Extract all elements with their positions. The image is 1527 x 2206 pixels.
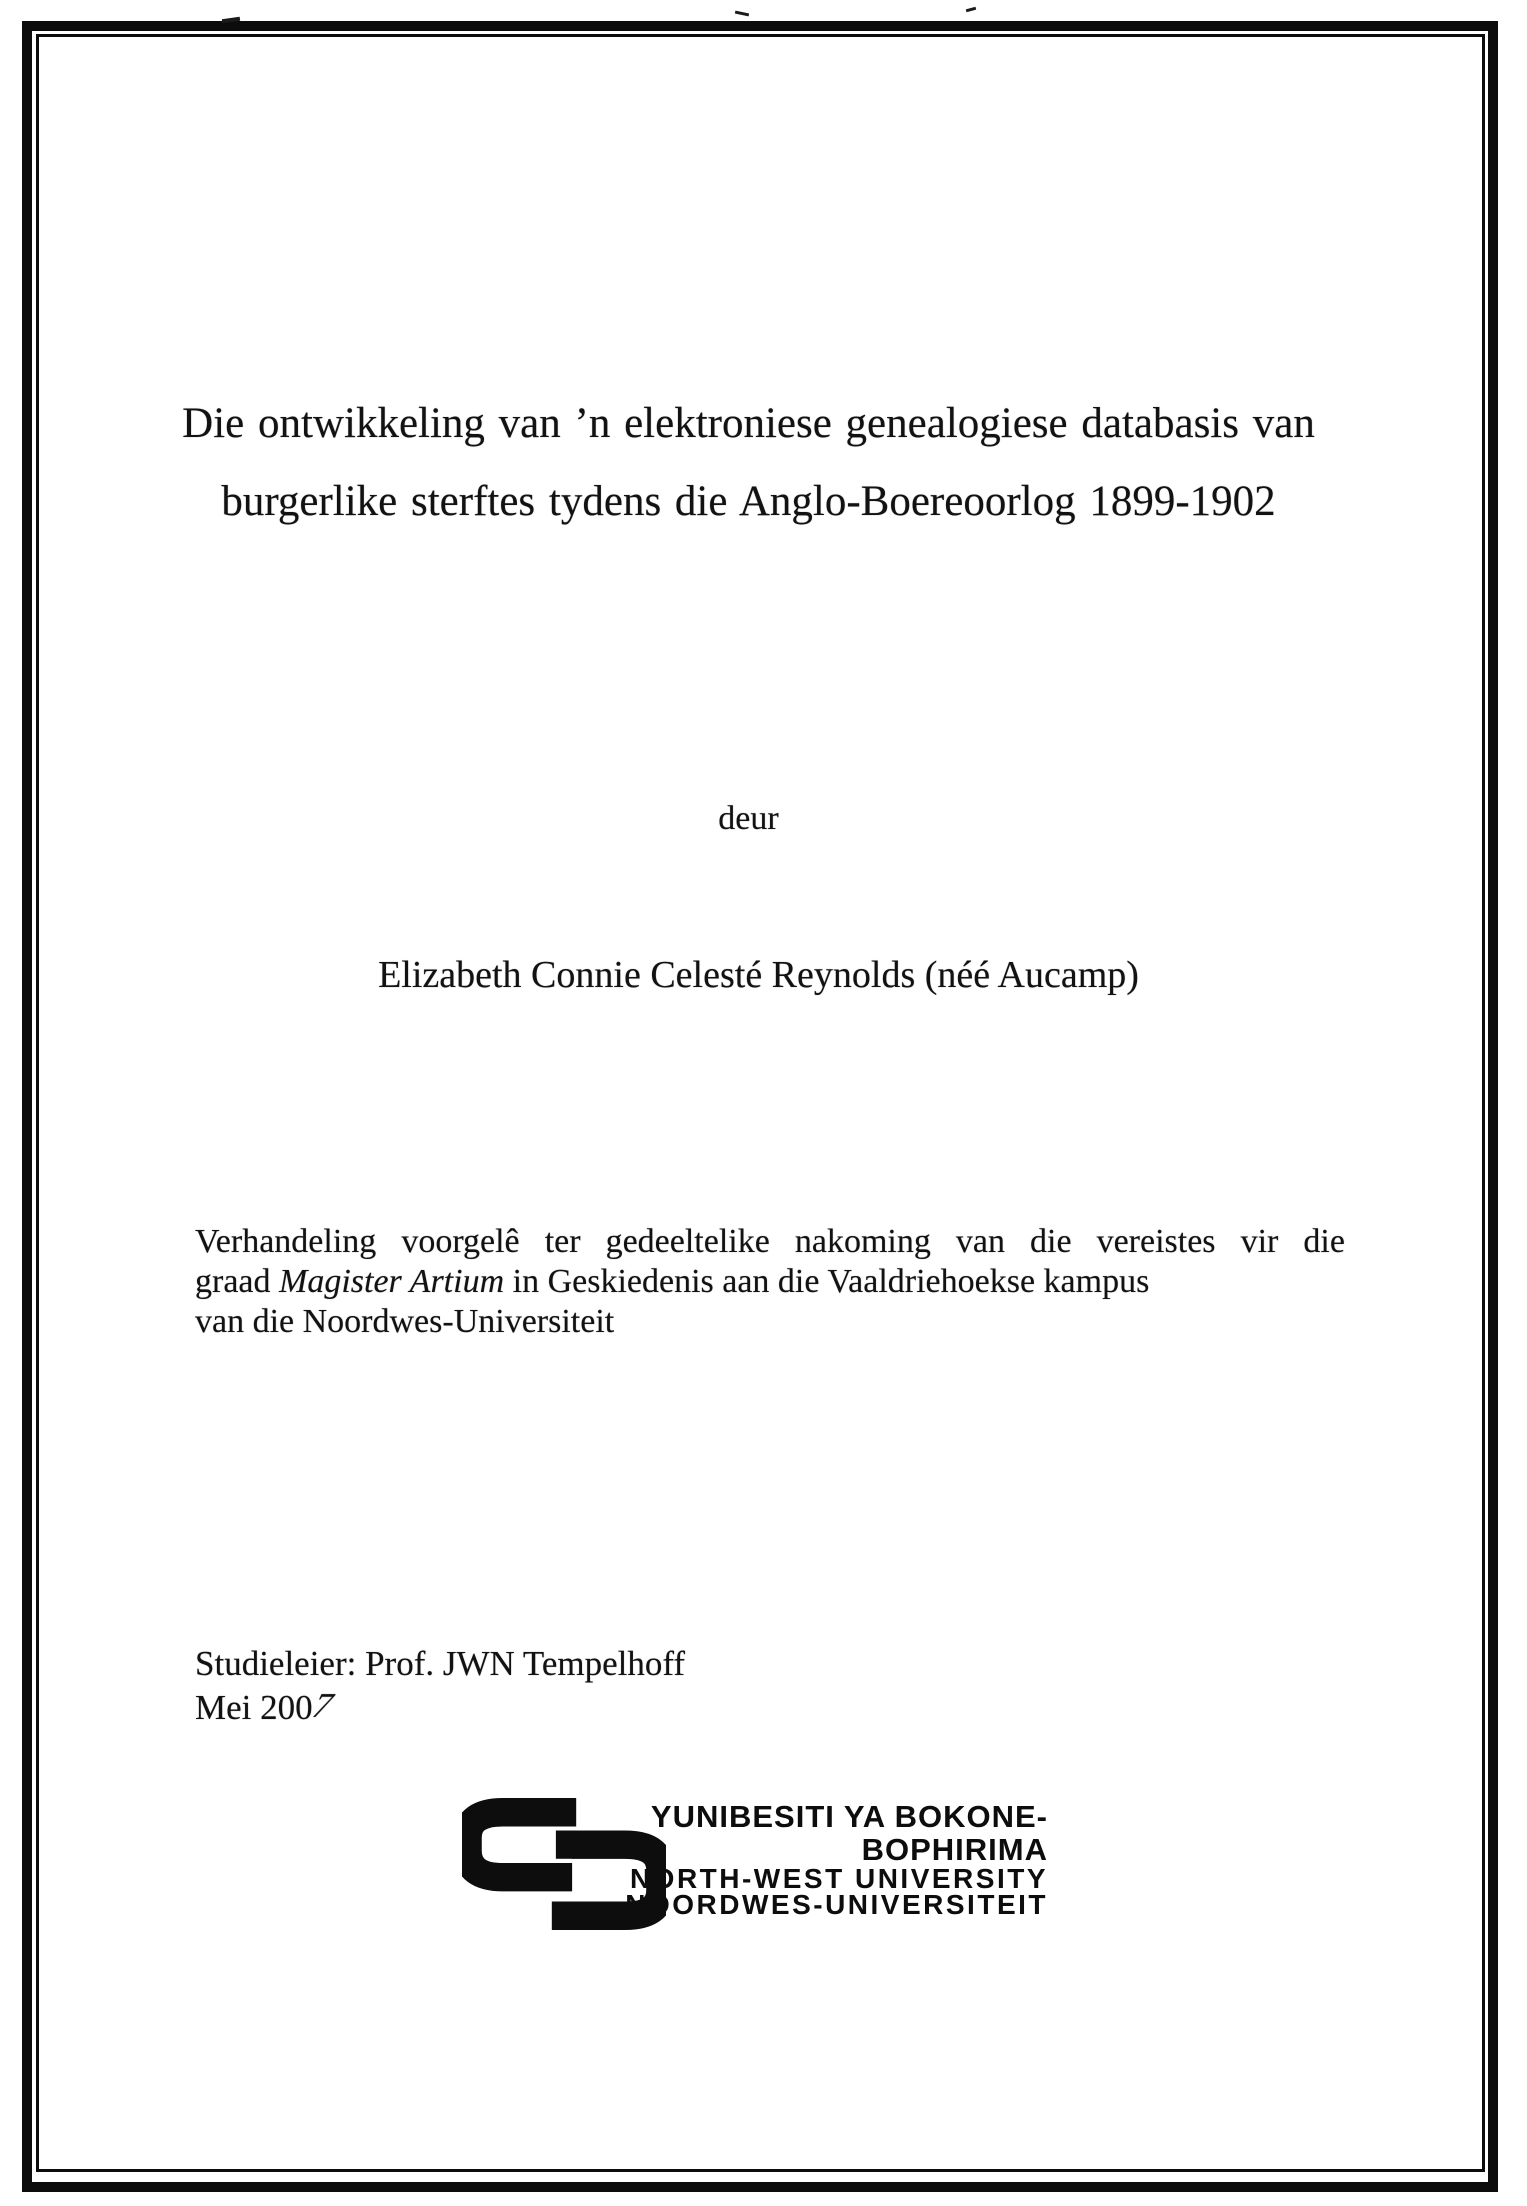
statement-line2-suffix: in Geskiedenis aan die Vaaldriehoekse kampus xyxy=(504,1263,1150,1300)
scan-artifact xyxy=(966,7,976,12)
statement-line1-word: ter xyxy=(544,1223,581,1260)
logo-line-english: NORTH-WEST UNIVERSITY xyxy=(629,1863,1048,1894)
thesis-title-line1: Die ontwikkeling van ’n elektroniese genealogiese databasis van xyxy=(182,400,1315,447)
statement-line1-word: voorgelê xyxy=(401,1223,520,1260)
statement-line1-word: nakoming xyxy=(794,1223,931,1260)
date-line-last-digit: 7 xyxy=(305,1686,340,1725)
statement-line1-word: die xyxy=(1030,1223,1072,1260)
statement-line1-word: Verhandeling xyxy=(195,1223,377,1260)
statement-line2 xyxy=(195,1262,1345,1302)
supervisor-line: Studieleier: Prof. JWN Tempelhoff xyxy=(195,1644,686,1683)
statement-line1-word: vir xyxy=(1240,1223,1279,1260)
scan-artifact xyxy=(735,11,749,17)
date-line xyxy=(195,1686,685,1730)
statement-line1 xyxy=(195,1222,1345,1262)
university-logo-text xyxy=(548,1799,1048,1920)
statement-line1-word: die xyxy=(1303,1223,1345,1260)
degree-name: Magister Artium xyxy=(279,1263,505,1300)
thesis-title xyxy=(120,385,1377,541)
statement-line1-word: vereistes xyxy=(1096,1223,1216,1260)
thesis-statement xyxy=(195,1222,1345,1342)
statement-line3: van die Noordwes-Universiteit xyxy=(195,1303,615,1340)
logo-line-setswana: YUNIBESITI YA BOKONE-BOPHIRIMA xyxy=(650,1799,1048,1867)
thesis-title-line2: burgerlike sterftes tydens die Anglo-Boereoorlog 1899-1902 xyxy=(221,478,1276,525)
logo-line-afrikaans: NOORDWES-UNIVERSITEIT xyxy=(625,1889,1048,1920)
date-line-prefix: Mei 200 xyxy=(195,1688,313,1727)
statement-line2-prefix: graad xyxy=(195,1263,280,1300)
byline-label: deur xyxy=(718,800,779,837)
supervisor-block xyxy=(195,1642,685,1730)
author-name: Elizabeth Connie Celesté Reynolds (néé Aucamp) xyxy=(378,954,1139,996)
statement-line1-word: van xyxy=(955,1223,1005,1260)
statement-line1-word: gedeeltelike xyxy=(605,1223,770,1260)
